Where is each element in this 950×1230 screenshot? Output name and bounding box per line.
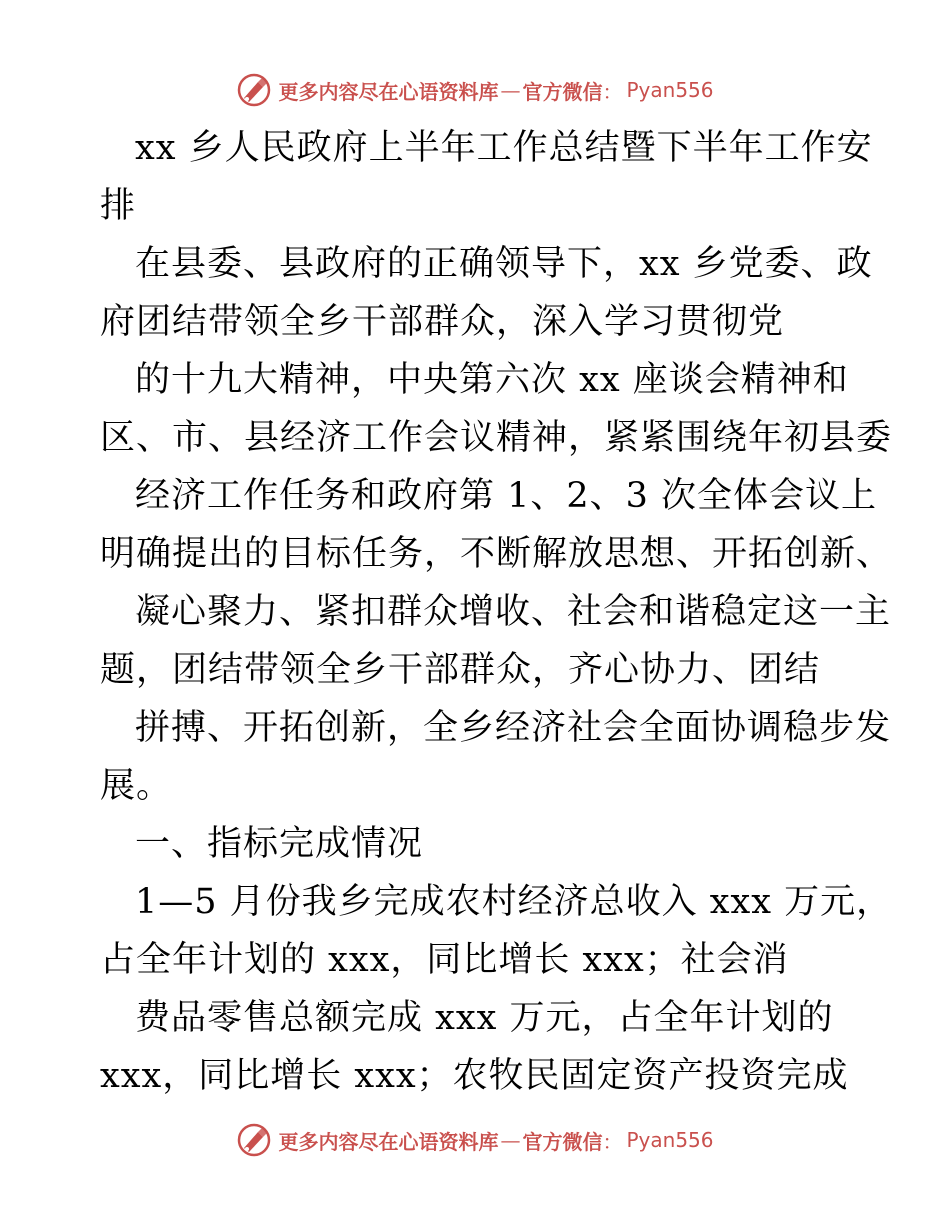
doc-paragraph-line: 经济工作任务和政府第 1、2、3 次全体会议上 bbox=[135, 476, 878, 516]
doc-paragraph-line: 明确提出的目标任务，不断解放思想、开拓创新、 bbox=[100, 534, 893, 574]
watermark-wechat-id: Pyan556 bbox=[626, 78, 714, 102]
doc-paragraph-line: 区、市、县经济工作会议精神，紧紧围绕年初县委 bbox=[100, 418, 893, 458]
watermark-brand: 更多内容尽在心语资料库 bbox=[278, 79, 499, 104]
doc-paragraph-line: 占全年计划的 xxx，同比增长 xxx；社会消 bbox=[100, 940, 789, 980]
pen-logo-icon bbox=[236, 1122, 272, 1158]
watermark-brand: 更多内容尽在心语资料库 bbox=[278, 1129, 499, 1154]
doc-paragraph-line: 拼搏、开拓创新，全乡经济社会全面协调稳步发 bbox=[135, 708, 892, 748]
watermark-footer bbox=[0, 1120, 950, 1160]
watermark-header bbox=[0, 70, 950, 110]
doc-title-line-1: xx 乡人民政府上半年工作总结暨下半年工作安 bbox=[135, 128, 873, 168]
doc-title-line-2: 排 bbox=[100, 186, 137, 226]
watermark-colon: ： bbox=[602, 1129, 623, 1154]
watermark-official: 官方微信 bbox=[522, 79, 603, 104]
pen-logo-icon bbox=[236, 72, 272, 108]
doc-paragraph-line: 展。 bbox=[100, 766, 173, 806]
watermark-wechat-id: Pyan556 bbox=[626, 1128, 714, 1152]
watermark-dash: — bbox=[500, 78, 521, 102]
doc-section-heading: 一、指标完成情况 bbox=[135, 824, 424, 864]
doc-paragraph-line: 的十九大精神，中央第六次 xx 座谈会精神和 bbox=[135, 360, 849, 400]
doc-paragraph-line: xxx，同比增长 xxx；农牧民固定资产投资完成 bbox=[100, 1056, 849, 1096]
doc-paragraph-line: 1—5 月份我乡完成农村经济总收入 xxx 万元， bbox=[135, 882, 893, 922]
doc-paragraph-line: 凝心聚力、紧扣群众增收、社会和谐稳定这一主 bbox=[135, 592, 892, 632]
watermark-official: 官方微信 bbox=[522, 1129, 603, 1154]
doc-paragraph-line: 费品零售总额完成 xxx 万元，占全年计划的 bbox=[135, 998, 834, 1038]
doc-paragraph-line: 在县委、县政府的正确领导下，xx 乡党委、政 bbox=[135, 244, 873, 284]
doc-paragraph-line: 题，团结带领全乡干部群众，齐心协力、团结 bbox=[100, 650, 821, 690]
watermark-colon: ： bbox=[602, 79, 623, 104]
doc-paragraph-line: 府团结带领全乡干部群众，深入学习贯彻党 bbox=[100, 302, 785, 342]
watermark-dash: — bbox=[500, 1128, 521, 1152]
